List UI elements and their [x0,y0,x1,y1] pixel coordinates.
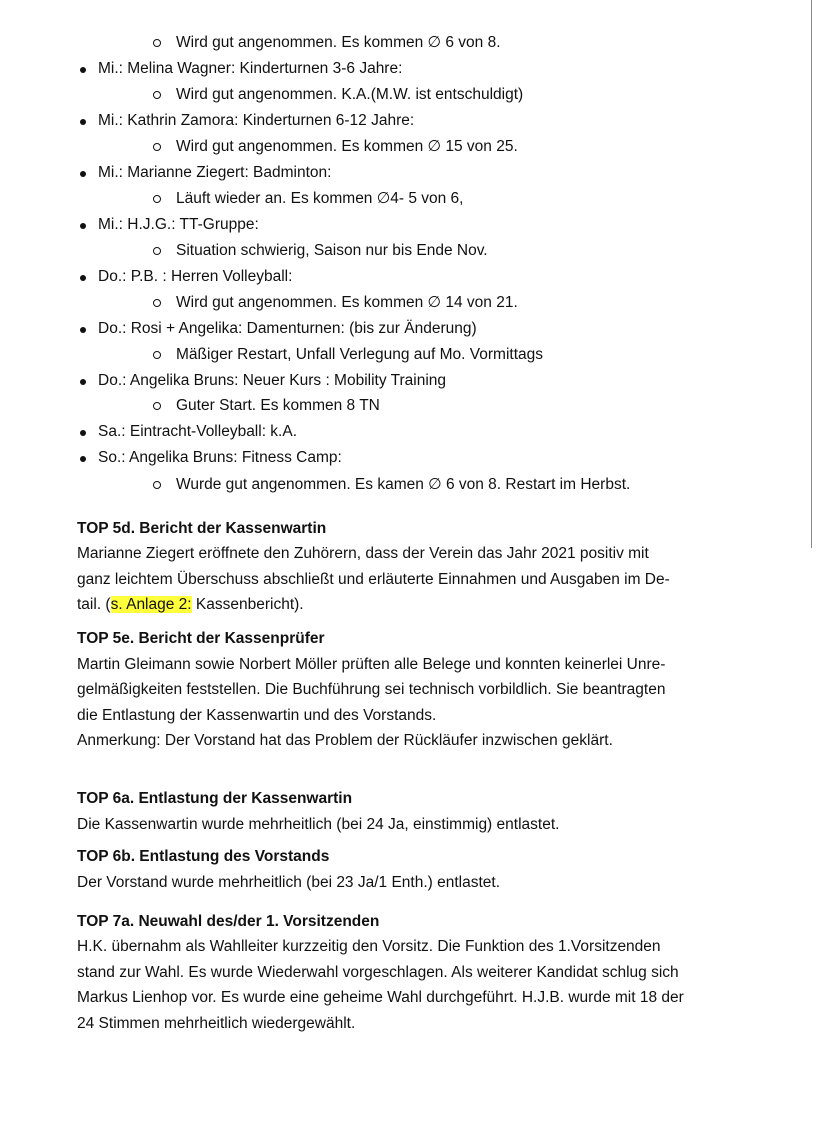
paragraph-line: Die Kassenwartin wurde mehrheitlich (bei 24 Ja, einstimmig) entlastet. [77,816,560,833]
text-fragment: tail. ( [77,596,111,613]
paragraph-line: gelmäßigkeiten feststellen. Die Buchführung sei technisch vorbildlich. Sie beantragten [77,681,666,698]
section-heading-top6b: TOP 6b. Entlastung des Vorstands [77,848,330,865]
section-heading-top7a: TOP 7a. Neuwahl des/der 1. Vorsitzenden [77,913,380,930]
list-item: Do.: P.B. : Herren Volleyball: [98,268,293,285]
list-item: So.: Angelika Bruns: Fitness Camp: [98,449,342,466]
circle-bullet-icon [153,481,161,489]
list-subitem: Situation schwierig, Saison nur bis Ende Nov. [176,242,488,259]
paragraph-line [77,595,304,615]
text-fragment: Kassenbericht). [191,596,304,613]
bullet-icon [80,67,86,73]
paragraph-line: stand zur Wahl. Es wurde Wiederwahl vorgeschlagen. Als weiterer Kandidat schlug sich [77,964,679,981]
paragraph-line: Der Vorstand wurde mehrheitlich (bei 23 Ja/1 Enth.) entlastet. [77,874,501,891]
highlighted-reference: s. Anlage 2: [110,596,192,613]
bullet-icon [80,119,86,125]
section-heading-top6a: TOP 6a. Entlastung der Kassenwartin [77,790,353,807]
paragraph-line: 24 Stimmen mehrheitlich wiedergewählt. [77,1015,356,1032]
list-subitem: Wird gut angenommen. K.A.(M.W. ist entschuldigt) [176,86,524,103]
section-heading-top5e: TOP 5e. Bericht der Kassenprüfer [77,630,325,647]
list-subitem: Wird gut angenommen. Es kommen ∅ 6 von 8. [176,34,501,51]
list-subitem: Wurde gut angenommen. Es kamen ∅ 6 von 8. Restart im Herbst. [176,476,631,493]
paragraph-line: H.K. übernahm als Wahlleiter kurzzeitig den Vorsitz. Die Funktion des 1.Vorsitzenden [77,938,661,955]
paragraph-line: Anmerkung: Der Vorstand hat das Problem der Rückläufer inzwischen geklärt. [77,732,613,749]
circle-bullet-icon [153,91,161,99]
paragraph-line: Martin Gleimann sowie Norbert Möller prüften alle Belege und konnten keinerlei Unre- [77,656,666,673]
list-subitem: Läuft wieder an. Es kommen ∅4- 5 von 6, [176,190,464,207]
bullet-icon [80,430,86,436]
list-item: Mi.: Marianne Ziegert: Badminton: [98,164,332,181]
bullet-icon [80,456,86,462]
list-subitem: Guter Start. Es kommen 8 TN [176,397,380,414]
page-edge-line [811,0,812,548]
list-item: Do.: Angelika Bruns: Neuer Kurs : Mobility Training [98,372,447,389]
list-item: Sa.: Eintracht-Volleyball: k.A. [98,423,298,440]
circle-bullet-icon [153,299,161,307]
circle-bullet-icon [153,195,161,203]
list-subitem: Wird gut angenommen. Es kommen ∅ 15 von 25. [176,138,518,155]
circle-bullet-icon [153,39,161,47]
list-item: Mi.: Kathrin Zamora: Kinderturnen 6-12 Jahre: [98,112,415,129]
paragraph-line: ganz leichtem Überschuss abschließt und erläuterte Einnahmen und Ausgaben im De- [77,571,670,588]
list-subitem: Mäßiger Restart, Unfall Verlegung auf Mo. Vormittags [176,346,543,363]
bullet-icon [80,275,86,281]
bullet-icon [80,171,86,177]
bullet-icon [80,223,86,229]
paragraph-line: Markus Lienhop vor. Es wurde eine geheime Wahl durchgeführt. H.J.B. wurde mit 18 der [77,989,684,1006]
list-item: Do.: Rosi + Angelika: Damenturnen: (bis zur Änderung) [98,320,477,337]
circle-bullet-icon [153,247,161,255]
list-item: Mi.: H.J.G.: TT-Gruppe: [98,216,259,233]
bullet-icon [80,379,86,385]
circle-bullet-icon [153,351,161,359]
paragraph-line: die Entlastung der Kassenwartin und des Vorstands. [77,707,437,724]
circle-bullet-icon [153,402,161,410]
paragraph-line: Marianne Ziegert eröffnete den Zuhörern, dass der Verein das Jahr 2021 positiv mit [77,545,649,562]
list-item: Mi.: Melina Wagner: Kinderturnen 3-6 Jahre: [98,60,403,77]
circle-bullet-icon [153,143,161,151]
list-subitem: Wird gut angenommen. Es kommen ∅ 14 von 21. [176,294,518,311]
bullet-icon [80,327,86,333]
section-heading-top5d: TOP 5d. Bericht der Kassenwartin [77,520,327,537]
